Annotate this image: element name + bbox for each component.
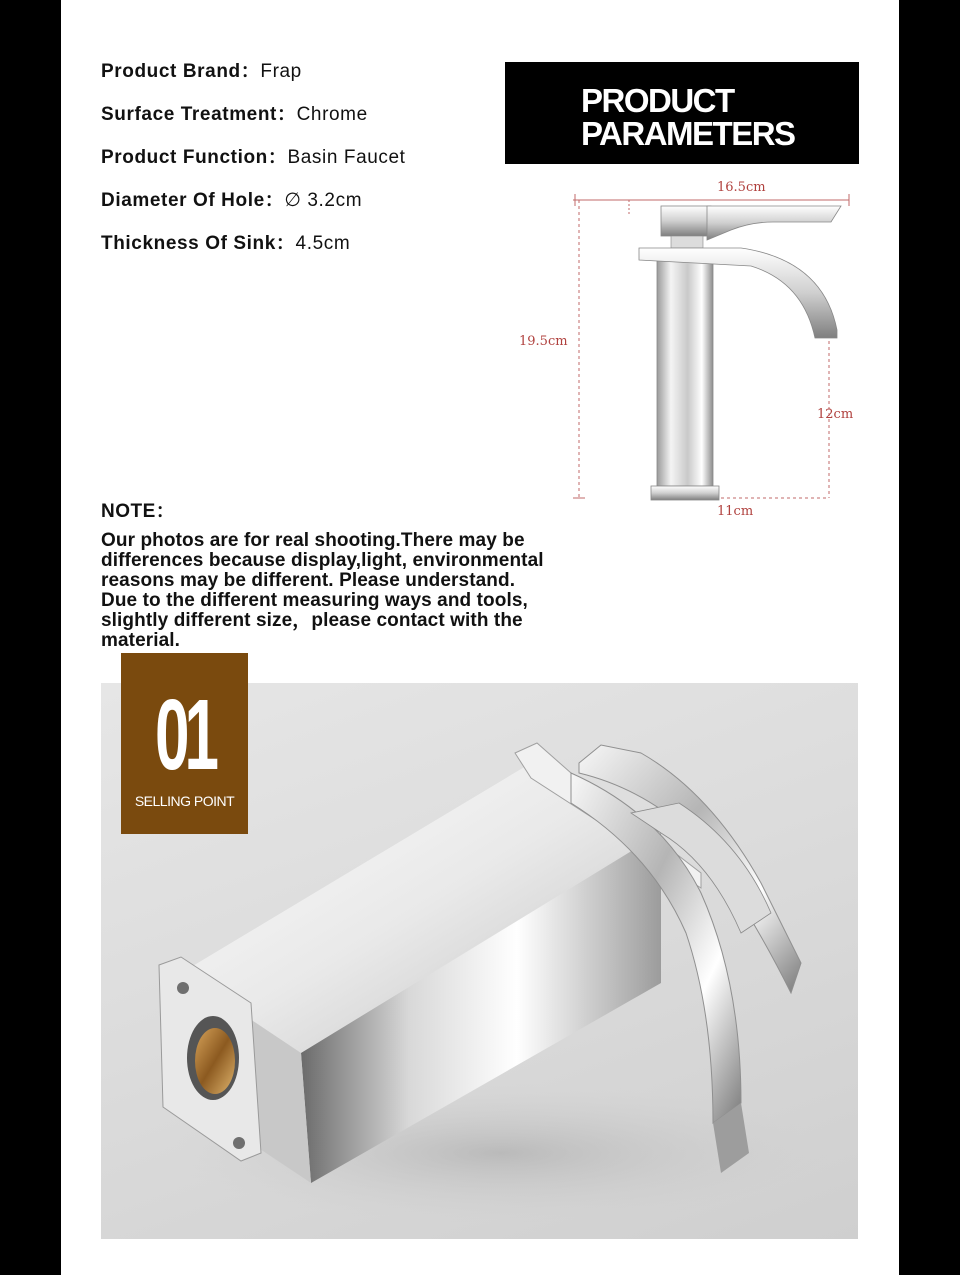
note-line: Due to the different measuring ways and tools, (101, 590, 528, 611)
spec-label: Surface Treatment： (101, 104, 297, 125)
spec-brand (101, 56, 521, 99)
spec-hole-diameter (101, 185, 521, 228)
spec-label: Diameter Of Hole： (101, 190, 285, 211)
spec-value: Chrome (296, 104, 368, 125)
selling-point-label: SELLING POINT (134, 793, 235, 809)
spec-value: Frap (260, 61, 302, 82)
product-page (61, 0, 899, 1275)
faucet-line-drawing (511, 170, 861, 530)
spec-value: 4.5cm (295, 233, 351, 254)
parameters-title: PRODUCT PARAMETERS (581, 82, 795, 152)
dimension-base-label: 11cm (717, 504, 754, 519)
spec-label: Product Function： (101, 147, 288, 168)
parameters-banner (505, 62, 859, 164)
selling-point-number: 01 (154, 679, 215, 791)
spec-list (101, 56, 521, 271)
note-line: reasons may be different. Please understand. (101, 570, 516, 591)
dimension-diagram (511, 170, 861, 530)
spec-value: ∅ 3.2cm (284, 190, 363, 211)
spec-sink-thickness (101, 228, 521, 271)
dimension-height-label: 19.5cm (519, 334, 568, 349)
spec-label: Product Brand： (101, 61, 261, 82)
note-line: differences because display,light, environmental (101, 550, 544, 571)
note-line: slightly different size，please contact with the (101, 610, 523, 631)
dimension-spout-height-label: 12cm (817, 407, 854, 422)
spec-function (101, 142, 521, 185)
spec-label: Thickness Of Sink： (101, 233, 296, 254)
note-line: material. (101, 630, 181, 651)
note-title: NOTE： (101, 501, 176, 522)
selling-point-badge (121, 653, 248, 834)
spec-value: Basin Faucet (287, 147, 406, 168)
faucet-outline (639, 206, 841, 500)
note-line: Our photos are for real shooting.There may be (101, 530, 525, 551)
dimension-width-label: 16.5cm (717, 180, 766, 195)
spec-surface (101, 99, 521, 142)
note-section (101, 496, 621, 651)
